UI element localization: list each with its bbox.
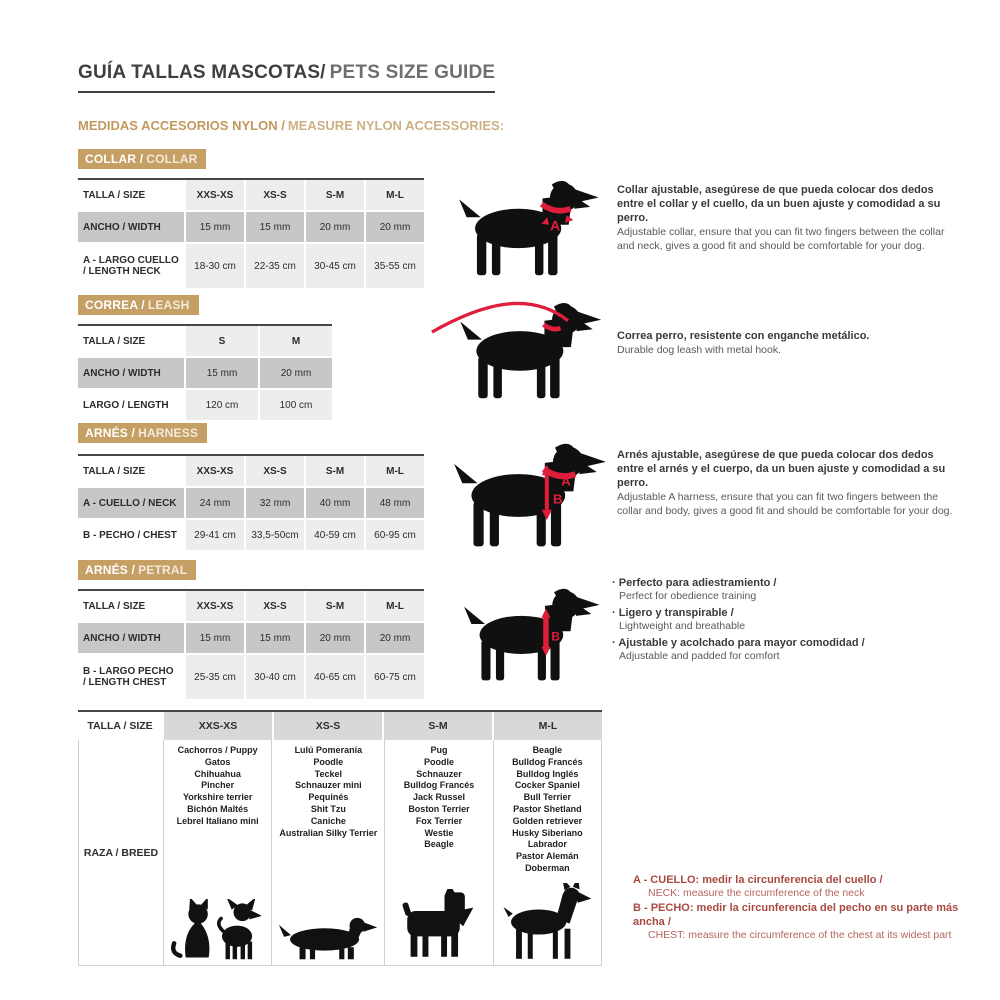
- breed-name: Cachorros / Puppy: [177, 745, 258, 755]
- table-cell: 40 mm: [306, 488, 364, 518]
- petral-feature-list: [612, 576, 957, 666]
- list-item: [612, 636, 957, 663]
- breed-name: Pequinés: [308, 792, 349, 803]
- table-cell: M-L: [366, 591, 424, 621]
- doberman-silhouette-icon: [501, 883, 593, 961]
- breed-row-label-cell: [79, 740, 163, 965]
- table-cell: 32 mm: [246, 488, 304, 518]
- bullet-en: Perfect for obedience training: [619, 590, 757, 602]
- dog-harness-illustration-icon: [447, 437, 610, 555]
- breed-name: Shit Tzu: [310, 803, 346, 814]
- table-cell: 20 mm: [306, 212, 364, 242]
- breed-name: Teckel: [314, 768, 342, 779]
- breed-name: Boston Terrier: [408, 803, 470, 814]
- dog-collar-illustration-icon: [445, 176, 610, 279]
- breed-name: Poodle: [313, 756, 344, 767]
- table-cell: S: [186, 326, 258, 356]
- breed-name: Cocker Spaniel: [514, 780, 580, 791]
- table-cell: 15 mm: [186, 358, 258, 388]
- page-subtitle-en: MEASURE NYLON ACCESSORIES:: [287, 118, 505, 133]
- table-header-cell: XS-S: [274, 712, 382, 740]
- breed-name: Lebrel Italiano mini: [176, 815, 259, 826]
- table-cell: A - LARGO CUELLO / LENGTH NECK: [78, 244, 184, 288]
- table-cell: A - CUELLO / NECK: [78, 488, 184, 518]
- table-cell: TALLA / SIZE: [78, 180, 184, 210]
- table-cell: 15 mm: [246, 212, 304, 242]
- table-header-cell: TALLA / SIZE: [78, 712, 162, 740]
- marker-a-label: A: [549, 217, 561, 234]
- marker-b-label: B: [552, 491, 563, 507]
- table-cell: 15 mm: [186, 623, 244, 653]
- harness-desc-es: Arnés ajustable, asegúrese de que pueda colocar dos dedos entre el arnés y el cuerpo, da un buen ajuste y comodidad a su perro.: [617, 449, 946, 489]
- table-cell: M-L: [366, 456, 424, 486]
- leash-size-table: [78, 324, 332, 420]
- breed-name: Pastor Shetland: [513, 803, 582, 814]
- harness-section-badge: [78, 423, 207, 443]
- breed-column-xs-s: [271, 740, 384, 965]
- breed-column-s-m: [384, 740, 492, 965]
- table-cell: ANCHO / WIDTH: [78, 358, 184, 388]
- breed-name: Pug: [430, 745, 448, 755]
- cat-and-chihuahua-silhouette-icon: [168, 899, 268, 961]
- breed-row-label: RAZA / BREED: [83, 846, 159, 859]
- leash-description: [617, 329, 957, 358]
- table-cell: 40-59 cm: [306, 520, 364, 550]
- breed-name: Bichón Maltés: [187, 803, 249, 814]
- breed-name: Pastor Alemán: [515, 851, 579, 862]
- breed-name: Labrador: [527, 839, 567, 850]
- harness-description: [617, 448, 957, 518]
- table-cell: 15 mm: [246, 623, 304, 653]
- collar-desc-es: Collar ajustable, asegúrese de que pueda colocar dos dedos entre el collar y el cuello, da un buen ajuste y comodidad a su perro.: [617, 184, 941, 224]
- table-cell: 30-40 cm: [246, 655, 304, 699]
- badge-label-en: COLLAR: [146, 152, 198, 166]
- breed-column-m-l: [493, 740, 601, 965]
- table-cell: XS-S: [246, 591, 304, 621]
- collar-section-badge: [78, 149, 206, 169]
- page-subtitle: [78, 118, 504, 133]
- table-cell: 15 mm: [186, 212, 244, 242]
- table-cell: S-M: [306, 180, 364, 210]
- table-cell: XS-S: [246, 456, 304, 486]
- breed-name: Fox Terrier: [415, 815, 463, 826]
- marker-a-label: A: [561, 473, 571, 489]
- table-cell: 60-95 cm: [366, 520, 424, 550]
- badge-label-es: COLLAR /: [85, 152, 144, 166]
- bullet-es: · Ligero y transpirable /: [612, 606, 957, 620]
- page-title-en: PETS SIZE GUIDE: [329, 62, 496, 83]
- breed-name: Yorkshire terrier: [182, 792, 253, 803]
- bullet-es: · Ajustable y acolchado para mayor comodidad /: [612, 636, 957, 650]
- table-cell: TALLA / SIZE: [78, 456, 184, 486]
- marker-b-label: B: [551, 629, 560, 644]
- table-cell: XS-S: [246, 180, 304, 210]
- table-cell: ANCHO / WIDTH: [78, 623, 184, 653]
- collar-desc-en: Adjustable collar, ensure that you can fit two fingers between the collar and neck, gives a good fit and should be comfortable for your dog.: [617, 226, 945, 252]
- table-cell: 20 mm: [366, 623, 424, 653]
- note-b-plain: CHEST: measure the circumference of the chest at its widest part: [648, 928, 952, 941]
- table-header-cell: M-L: [494, 712, 602, 740]
- table-cell: XXS-XS: [186, 591, 244, 621]
- breed-name: Schnauzer: [416, 768, 462, 779]
- harness-size-table: [78, 454, 424, 550]
- breed-name: Bulldog Francés: [403, 780, 475, 791]
- breed-table-header: [78, 710, 602, 740]
- table-cell: 20 mm: [306, 623, 364, 653]
- badge-label-es: CORREA /: [85, 298, 145, 312]
- table-cell: 100 cm: [260, 390, 332, 420]
- table-cell: 20 mm: [366, 212, 424, 242]
- breed-name: Bulldog Francés: [512, 756, 583, 767]
- petral-size-table: [78, 589, 424, 699]
- table-cell: 33,5-50cm: [246, 520, 304, 550]
- breed-name: Golden retriever: [512, 815, 583, 826]
- breed-name: Westie: [424, 827, 454, 838]
- table-cell: 22-35 cm: [246, 244, 304, 288]
- breed-name: Jack Russel: [412, 792, 466, 803]
- breed-name: Pincher: [201, 780, 235, 791]
- badge-label-es: ARNÉS /: [85, 426, 136, 440]
- table-cell: 24 mm: [186, 488, 244, 518]
- dog-leash-illustration-icon: [425, 298, 610, 402]
- petral-section-badge: [78, 560, 196, 580]
- table-cell: 29-41 cm: [186, 520, 244, 550]
- leash-desc-es: Correa perro, resistente con enganche metálico.: [617, 330, 870, 342]
- table-header-cell: XXS-XS: [164, 712, 272, 740]
- breed-name: Husky Siberiano: [512, 827, 583, 838]
- table-cell: XXS-XS: [186, 456, 244, 486]
- table-cell: B - LARGO PECHO / LENGTH CHEST: [78, 655, 184, 699]
- collar-description: [617, 183, 957, 253]
- table-cell: 35-55 cm: [366, 244, 424, 288]
- collar-size-table: [78, 178, 424, 288]
- breed-name: Beagle: [424, 839, 454, 850]
- breed-table-body: [78, 740, 602, 966]
- list-item: [612, 606, 957, 633]
- page-title: [78, 62, 495, 93]
- leash-desc-en: Durable dog leash with metal hook.: [617, 344, 782, 356]
- bullet-es: · Perfecto para adiestramiento /: [612, 576, 957, 590]
- bullet-en: Lightweight and breathable: [619, 620, 746, 632]
- table-cell: 48 mm: [366, 488, 424, 518]
- bullet-en: Adjustable and padded for comfort: [619, 650, 780, 662]
- table-cell: 40-65 cm: [306, 655, 364, 699]
- badge-label-en: LEASH: [147, 298, 190, 312]
- leash-section-badge: [78, 295, 199, 315]
- schnauzer-silhouette-icon: [398, 889, 480, 961]
- page-title-es: GUÍA TALLAS MASCOTAS/: [78, 62, 326, 83]
- breed-name: Doberman: [525, 862, 570, 873]
- breed-name: Poodle: [423, 756, 454, 767]
- dachshund-silhouette-icon: [272, 911, 384, 961]
- table-cell: 18-30 cm: [186, 244, 244, 288]
- table-cell: M: [260, 326, 332, 356]
- table-cell: 20 mm: [260, 358, 332, 388]
- table-cell: 120 cm: [186, 390, 258, 420]
- breed-name: Schnauzer mini: [295, 780, 362, 791]
- breed-name: Chihuahua: [194, 768, 241, 779]
- table-cell: 30-45 cm: [306, 244, 364, 288]
- note-a-plain: NECK: measure the circumference of the neck: [648, 887, 865, 899]
- table-cell: B - PECHO / CHEST: [78, 520, 184, 550]
- breed-name: Australian Silky Terrier: [279, 827, 378, 838]
- breed-column-xxs-xs: [163, 740, 271, 965]
- harness-desc-en: Adjustable A harness, ensure that you can fit two fingers between the collar and body, gives a good fit and should be comfortable for your dog.: [617, 491, 953, 517]
- breed-name: Gatos: [204, 756, 231, 767]
- breed-name: Caniche: [310, 815, 346, 826]
- table-cell: 25-35 cm: [186, 655, 244, 699]
- table-cell: S-M: [306, 456, 364, 486]
- breed-size-table: [78, 710, 602, 966]
- breed-name: Lulú Pomeranía: [294, 745, 363, 755]
- badge-label-en: PETRAL: [138, 563, 188, 577]
- table-header-cell: S-M: [384, 712, 492, 740]
- table-cell: S-M: [306, 591, 364, 621]
- badge-label-es: ARNÉS /: [85, 563, 136, 577]
- table-cell: TALLA / SIZE: [78, 326, 184, 356]
- page-subtitle-es: MEDIDAS ACCESORIOS NYLON /: [78, 118, 285, 133]
- breed-name: Beagle: [532, 745, 563, 755]
- table-cell: TALLA / SIZE: [78, 591, 184, 621]
- dog-petral-illustration-icon: [452, 584, 609, 684]
- badge-label-en: HARNESS: [138, 426, 199, 440]
- table-cell: XXS-XS: [186, 180, 244, 210]
- breed-name: Bulldog Inglés: [516, 768, 579, 779]
- list-item: [612, 576, 957, 603]
- measurement-notes: [633, 873, 985, 942]
- table-cell: 60-75 cm: [366, 655, 424, 699]
- note-b-bold: B - PECHO: medir la circunferencia del pecho en su parte más ancha /: [633, 901, 959, 928]
- table-cell: LARGO / LENGTH: [78, 390, 184, 420]
- note-a-bold: A - CUELLO: medir la circunferencia del cuello /: [633, 874, 883, 886]
- table-cell: ANCHO / WIDTH: [78, 212, 184, 242]
- table-cell: M-L: [366, 180, 424, 210]
- breed-name: Bull Terrier: [523, 792, 571, 803]
